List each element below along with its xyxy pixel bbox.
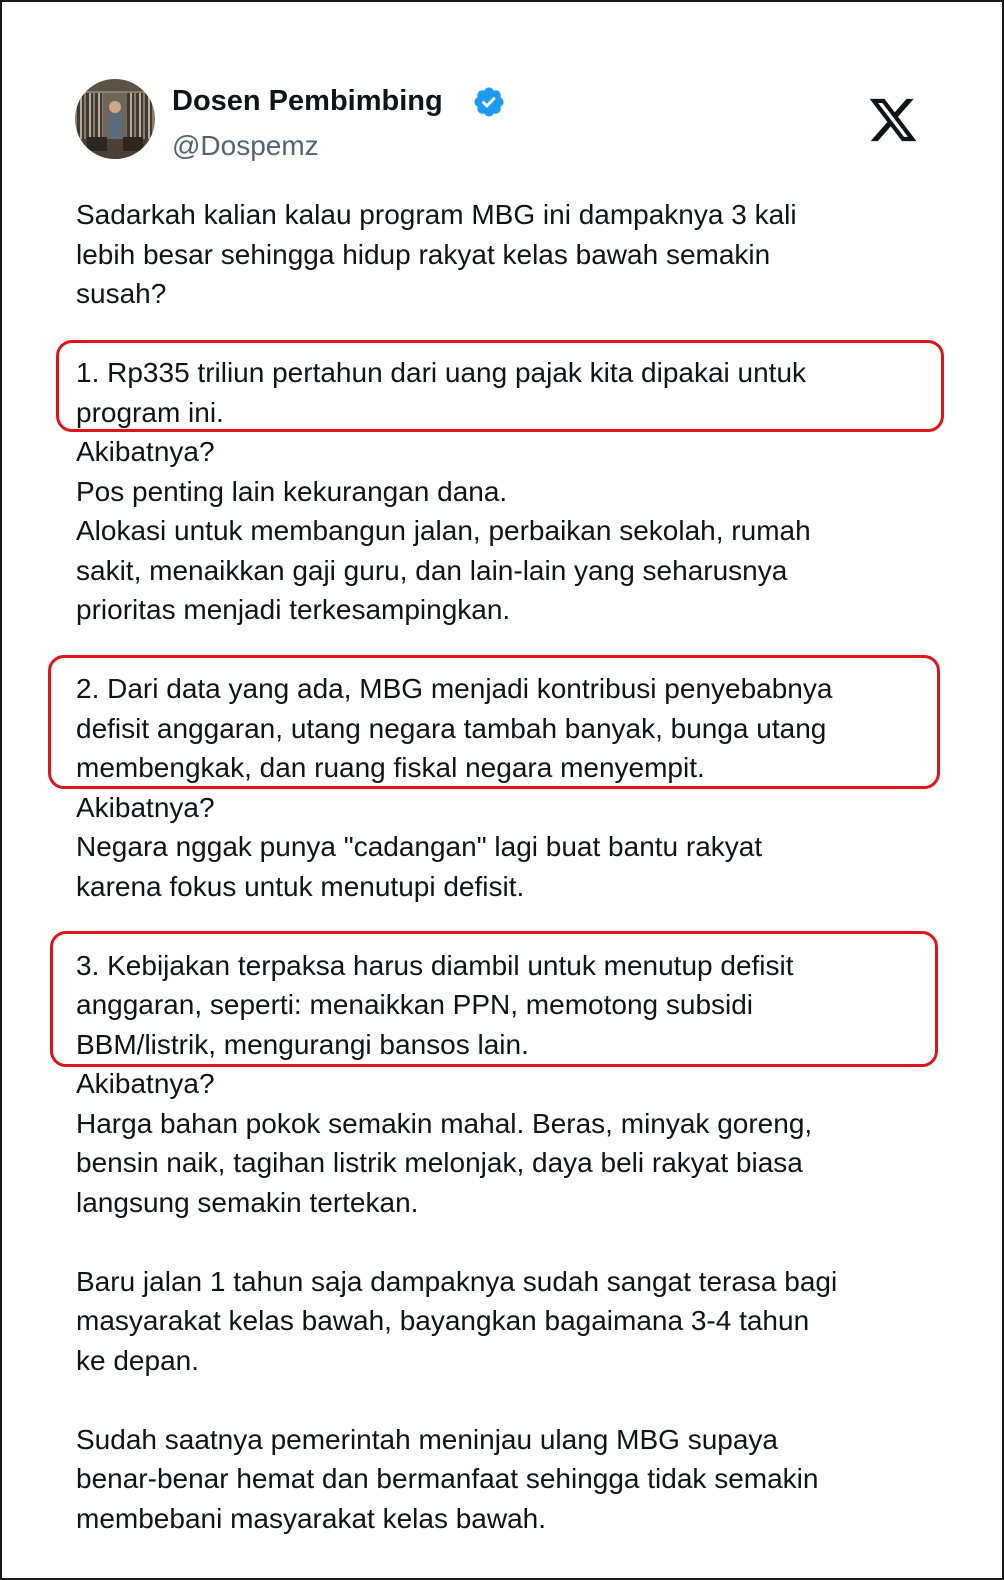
post-body (76, 195, 956, 1538)
text-line: karena fokus untuk menutupi defisit. (76, 870, 525, 902)
text-line: Akibatnya? (76, 1068, 215, 1099)
point-2 (76, 669, 956, 788)
closing-paragraph-2 (76, 1420, 956, 1539)
point-1-effect (76, 432, 956, 630)
author-avatar[interactable] (75, 79, 155, 159)
point-1 (76, 353, 956, 432)
text-line: prioritas menjadi terkesampingkan. (76, 594, 511, 625)
author-display-name[interactable]: Dosen Pembimbing (172, 85, 443, 117)
text-line: defisit anggaran, utang negara tambah banyak, bunga utang (76, 712, 827, 744)
text-line: Sudah saatnya pemerintah meninjau ulang MBG supaya (76, 1423, 778, 1455)
intro-paragraph (76, 195, 956, 314)
text-line: membebani masyarakat kelas bawah. (76, 1502, 547, 1534)
text-line: program ini. (76, 396, 224, 428)
closing-paragraph-1 (76, 1262, 956, 1381)
text-line: Sadarkah kalian kalau program MBG ini dampaknya 3 kali (76, 199, 797, 230)
text-line: BBM/listrik, mengurangi bansos lain. (76, 1028, 529, 1060)
text-line: Alokasi untuk membangun jalan, perbaikan sekolah, rumah (76, 515, 811, 546)
point-2-effect (76, 788, 956, 907)
text-line: Baru jalan 1 tahun saja dampaknya sudah sangat terasa bagi (76, 1265, 838, 1297)
text-line: sakit, menaikkan gaji guru, dan lain-lain yang seharusnya (76, 554, 788, 586)
verified-badge-icon (472, 85, 506, 119)
text-line: 1. Rp335 triliun pertahun dari uang pajak kita dipakai untuk (76, 357, 807, 388)
text-line: Pos penting lain kekurangan dana. (76, 475, 508, 507)
text-line: 3. Kebijakan terpaksa harus diambil untuk menutup defisit (76, 949, 794, 981)
point-3 (76, 946, 956, 1065)
text-line: Negara nggak punya "cadangan" lagi buat bantu rakyat (76, 831, 763, 862)
text-line: bensin naik, tagihan listrik melonjak, daya beli rakyat biasa (76, 1147, 803, 1178)
text-line: lebih besar sehingga hidup rakyat kelas bawah semakin (76, 238, 771, 270)
text-line: langsung semakin tertekan. (76, 1186, 419, 1218)
text-line: 2. Dari data yang ada, MBG menjadi kontribusi penyebabnya (76, 673, 833, 704)
text-line: anggaran, seperti: menaikkan PPN, memotong subsidi (76, 989, 754, 1020)
text-line: ke depan. (76, 1344, 199, 1376)
x-logo-icon[interactable] (866, 94, 920, 146)
text-line: benar-benar hemat dan bermanfaat sehingga tidak semakin (76, 1463, 819, 1494)
author-handle[interactable]: @Dospemz (172, 130, 319, 161)
text-line: susah? (76, 278, 167, 309)
point-3-effect (76, 1064, 956, 1222)
text-line: masyarakat kelas bawah, bayangkan bagaimana 3-4 tahun (76, 1305, 810, 1336)
text-line: Harga bahan pokok semakin mahal. Beras, minyak goreng, (76, 1107, 813, 1139)
text-line: membengkak, dan ruang fiskal negara menyempit. (76, 752, 705, 783)
text-line: Akibatnya? (76, 436, 215, 467)
avatar-photo (75, 79, 155, 159)
text-line: Akibatnya? (76, 791, 215, 823)
